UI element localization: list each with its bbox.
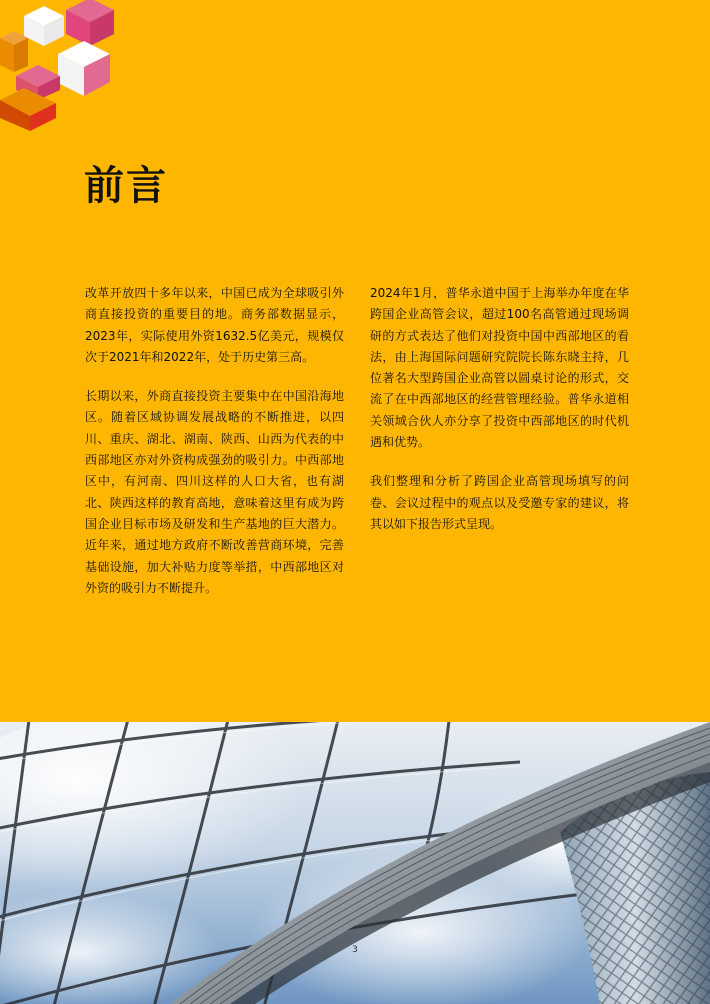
right-text-column [370,283,629,553]
right-paragraph-2: 我们整理和分析了跨国企业高管现场填写的问卷、会议过程中的观点以及受邀专家的建议，将其以如下报告形式呈现。 [370,474,629,531]
glass-roof-skyline-image [0,722,710,1004]
left-text-column [85,283,344,617]
building-photo [0,722,710,1004]
left-paragraph-1: 改革开放四十多年以来，中国已成为全球吸引外商直接投资的重要目的地。商务部数据显示，2023年，实际使用外资1632.5亿美元，规模仅次于2021年和2022年，处于历史第三高。 [85,286,344,364]
right-paragraph-1: 2024年1月，普华永道中国于上海举办年度在华跨国企业高管会议，超过100名高管通过现场调研的方式表达了他们对投资中国中西部地区的看法，由上海国际问题研究院院长陈东晓主持，几位著名大型跨国企业高管以圆桌讨论的形式，交流了在中西部地区的经营管理经验。普华永道相关领域合伙人亦分享了投资中西部地区的时代机遇和优势。 [370,286,629,450]
page-title: 前言 [84,163,168,209]
stacked-cubes-logo-icon [0,0,125,135]
left-paragraph-2: 长期以来，外商直接投资主要集中在中国沿海地区。随着区域协调发展战略的不断推进，以四川、重庆、湖北、湖南、陕西、山西为代表的中西部地区亦对外资构成强劲的吸引力。中西部地区中，有河南、四川这样的人口大省，也有湖北、陕西这样的教育高地，意味着这里有成为跨国企业目标市场及研发和生产基地的巨大潜力。近年来，通过地方政府不断改善营商环境，完善基础设施，加大补贴力度等举措，中西部地区对外资的吸引力不断提升。 [85,389,344,595]
page-number: 3 [352,945,358,955]
